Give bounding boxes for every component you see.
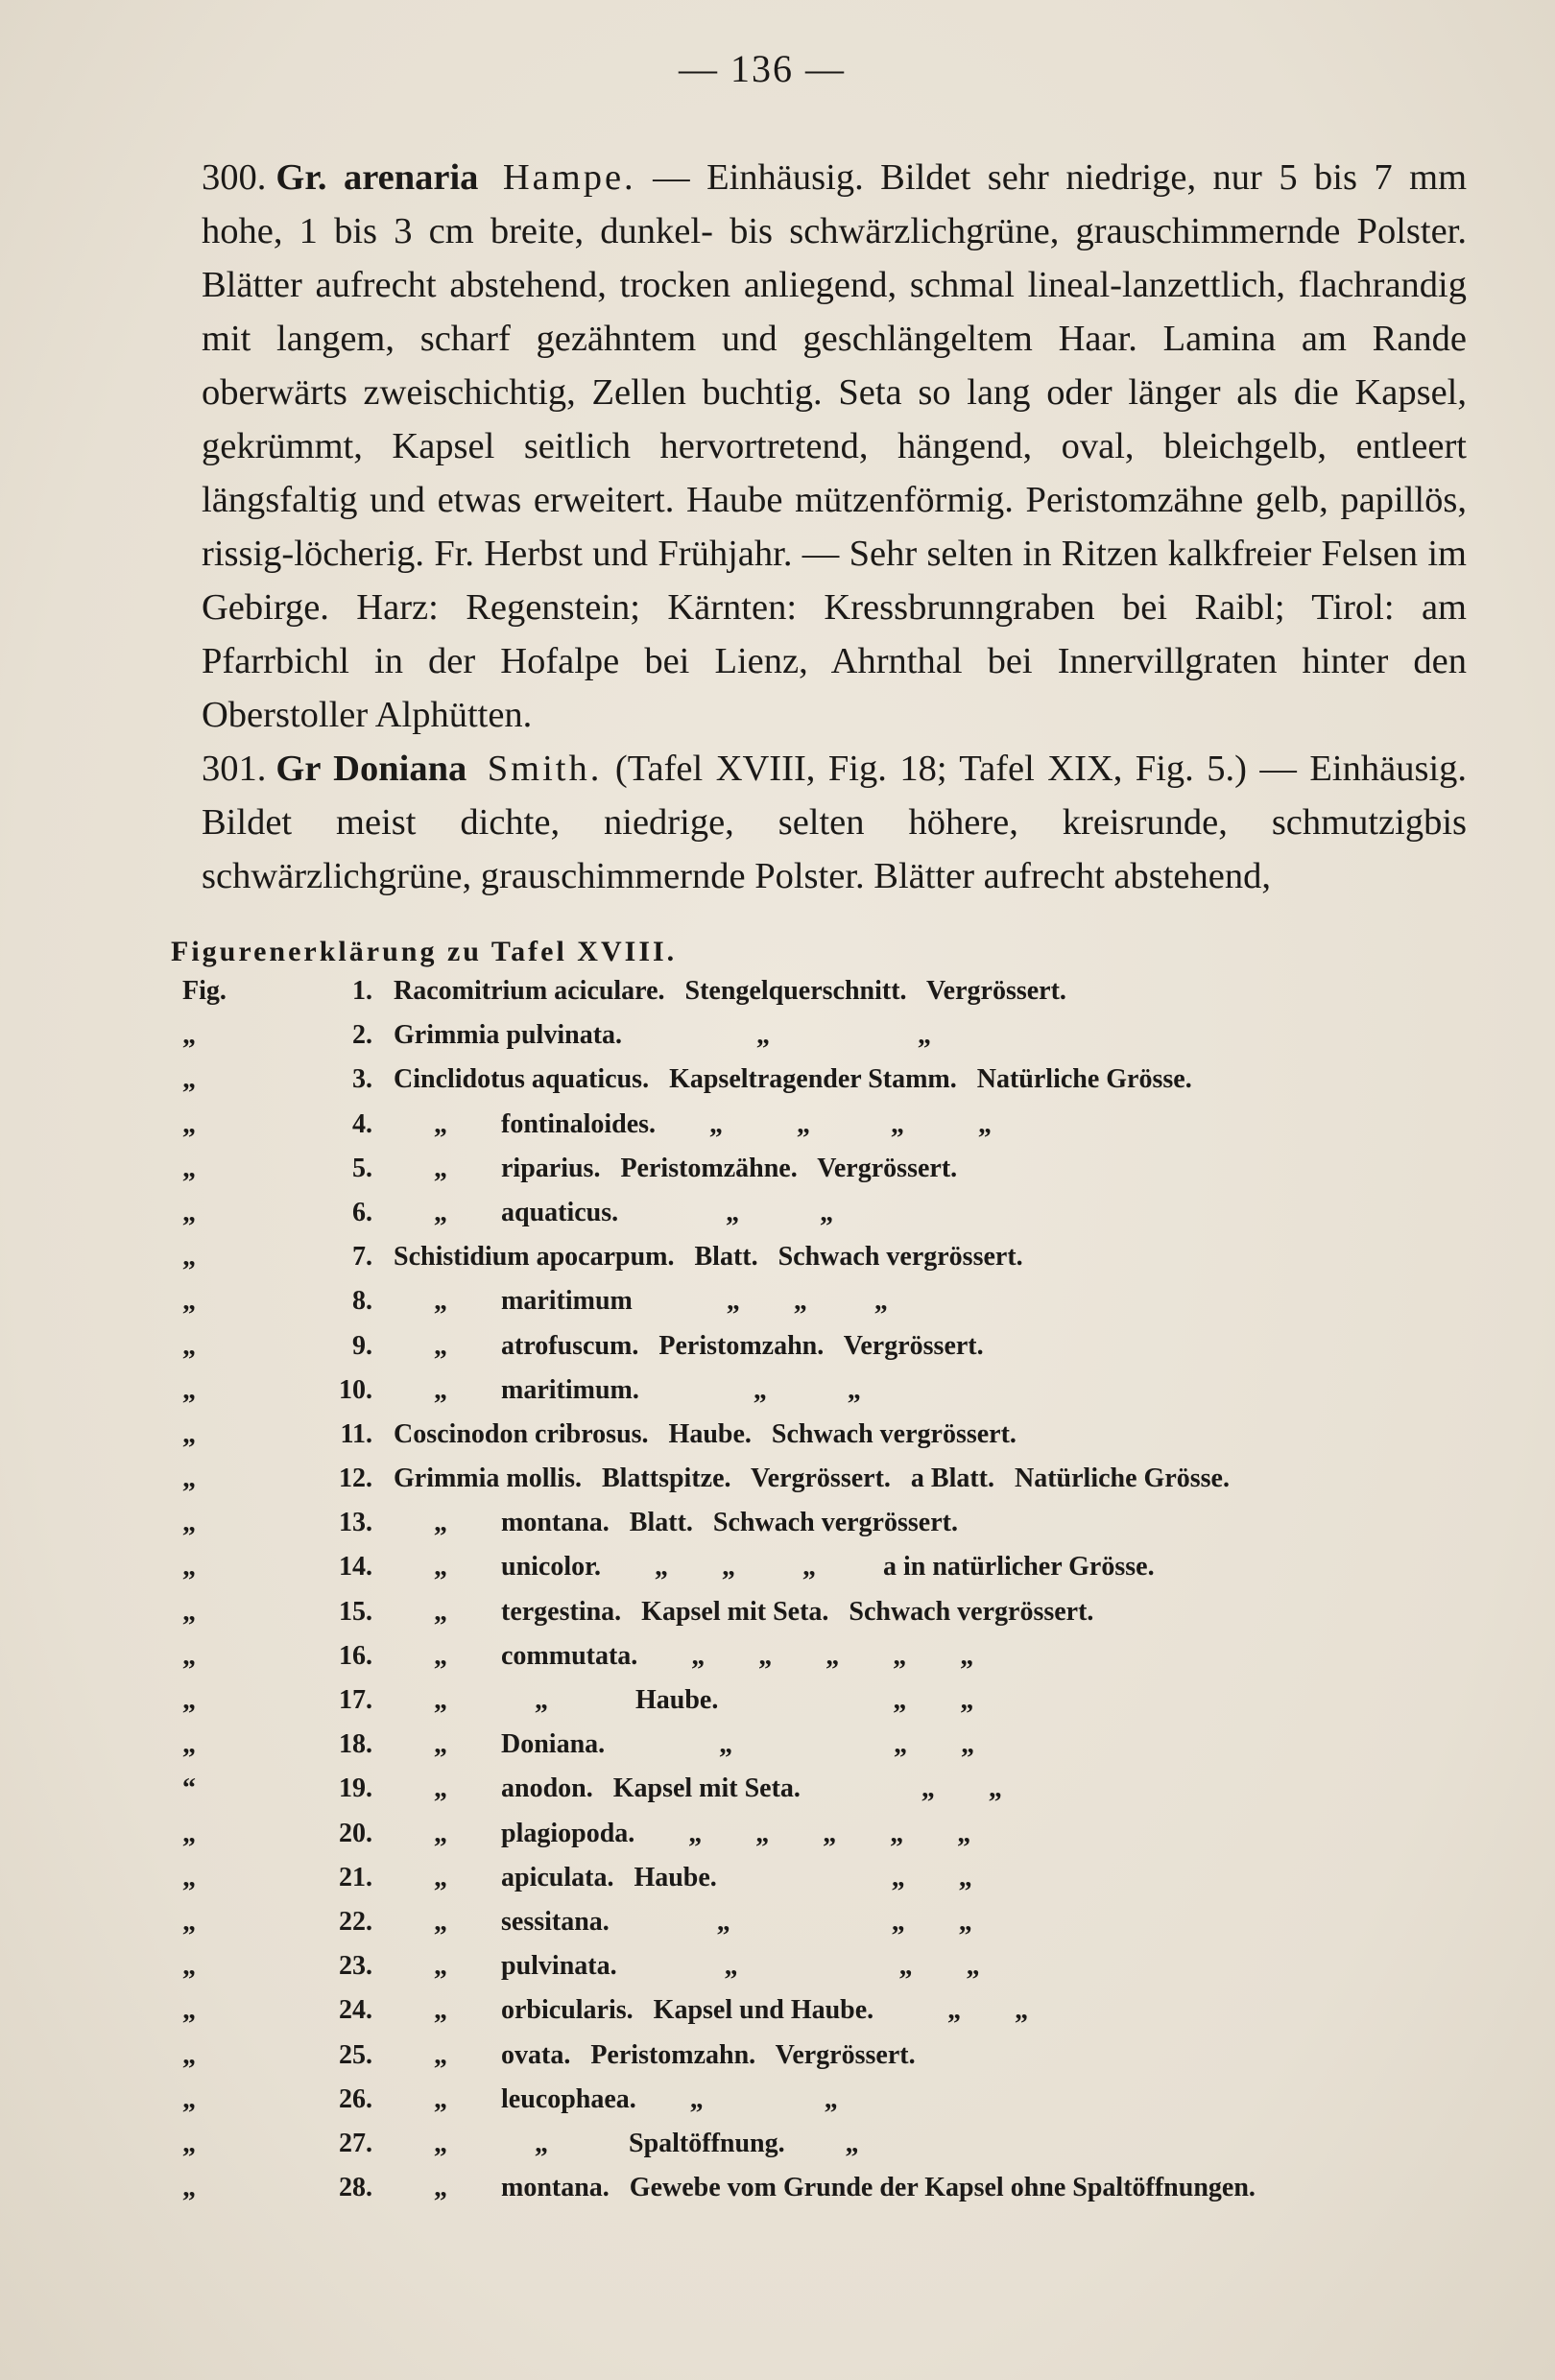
figure-prefix (58, 1597, 307, 1628)
figure-prefix (58, 1773, 307, 1804)
figure-prefix-text: „ (182, 1020, 196, 1051)
figure-description: „ „ Haube. „ „ (394, 1685, 974, 1715)
figure-number: 22. (339, 1906, 372, 1937)
figure-row (58, 1242, 1467, 1286)
figure-prefix-text: „ (182, 1508, 196, 1538)
figure-number: 5. (352, 1153, 372, 1183)
figure-description: „ Doniana. „ „ „ (394, 1729, 975, 1760)
figure-number: 7. (352, 1242, 372, 1273)
figure-description: „ atrofuscum. Peristomzahn. Vergrössert. (394, 1330, 984, 1361)
figure-prefix (58, 1552, 307, 1583)
figure-prefix (58, 2173, 307, 2203)
figure-row (58, 1198, 1467, 1242)
figure-row (58, 976, 1467, 1020)
figure-prefix-text: „ (182, 1951, 196, 1982)
figure-description: Schistidium apocarpum. Blatt. Schwach vergrössert. (394, 1242, 1023, 1273)
figure-description: „ fontinaloides. „ „ „ „ (394, 1108, 993, 1139)
figure-prefix (58, 1286, 307, 1317)
figure-row (58, 1641, 1467, 1685)
figure-description: „ anodon. Kapsel mit Seta. „ „ (394, 1773, 1002, 1804)
figure-description: „ leucophaea. „ „ (394, 2083, 838, 2114)
figure-description: Cinclidotus aquaticus. Kapseltragender Stamm. Natürliche Grösse. (394, 1064, 1192, 1095)
figure-prefix-text: „ (182, 1862, 196, 1892)
figure-description: „ aquaticus. „ „ (394, 1197, 834, 1227)
figure-prefix (58, 1064, 307, 1095)
figure-prefix-text: „ (182, 1197, 196, 1227)
figure-number: 16. (339, 1640, 372, 1671)
figure-number: 23. (339, 1951, 372, 1982)
figure-description: „ sessitana. „ „ „ (394, 1906, 972, 1937)
figure-prefix-text: „ (182, 1108, 196, 1139)
figure-number: 4. (352, 1108, 372, 1139)
species-name: Gr Doniana (275, 749, 467, 789)
figure-row (58, 1951, 1467, 1995)
figure-description: „ „ Spaltöffnung. „ (394, 2128, 859, 2158)
figure-prefix (58, 1641, 307, 1672)
figure-number: 20. (339, 1818, 372, 1848)
figure-row (58, 1773, 1467, 1818)
figure-number: 8. (352, 1286, 372, 1317)
figure-row (58, 2084, 1467, 2129)
figure-row (58, 1331, 1467, 1375)
figure-number: 6. (352, 1197, 372, 1227)
figure-number: 2. (352, 1020, 372, 1051)
figure-prefix (58, 1907, 307, 1938)
figure-prefix (58, 2040, 307, 2071)
figure-description: „ montana. Blatt. Schwach vergrössert. (394, 1508, 958, 1538)
figure-row (58, 1286, 1467, 1330)
figure-row (58, 1375, 1467, 1419)
entry-text: (Tafel XVIII, Fig. 18; Tafel XIX, Fig. 5.) — Einhäusig. Bildet meist dichte, niedrige, selten höhere, kreisrunde, schmutzigbis schwärzlichgrüne, grauschimmernde Polster. Blätter aufrecht abstehend, (202, 749, 1468, 896)
figure-prefix-text: „ (182, 1552, 196, 1583)
figure-row (58, 1597, 1467, 1641)
figure-prefix-text: „ (182, 1995, 196, 2026)
figure-description: „ plagiopoda. „ „ „ „ „ (394, 1818, 971, 1848)
figure-prefix-text: „ (182, 1242, 196, 1273)
figure-prefix (58, 1242, 307, 1273)
page-number: — 136 — (679, 47, 846, 90)
figure-description: „ maritimum „ „ „ (394, 1286, 888, 1317)
author-name: Hampe. (502, 157, 636, 198)
figure-prefix (58, 1863, 307, 1893)
figure-number: 28. (339, 2173, 372, 2203)
figure-row (58, 2173, 1467, 2217)
figure-prefix (58, 1419, 307, 1450)
figure-description: „ montana. Gewebe vom Grunde der Kapsel ohne Spaltöffnungen. (394, 2173, 1256, 2203)
figure-prefix (58, 2129, 307, 2159)
entry-number: 301. (202, 749, 267, 789)
figure-number: 15. (339, 1596, 372, 1627)
figure-number: 9. (352, 1330, 372, 1361)
figure-prefix (58, 1109, 307, 1140)
species-entry-300 (58, 151, 1467, 742)
figure-prefix-text: „ (182, 2083, 196, 2114)
figure-prefix-text: „ (182, 2039, 196, 2070)
figure-prefix-text: “ (182, 1773, 196, 1804)
figure-row (58, 1020, 1467, 1064)
species-name: Gr. arenaria (275, 157, 479, 198)
figure-description: „ ovata. Peristomzahn. Vergrössert. (394, 2039, 916, 2070)
figure-prefix-text: „ (182, 1064, 196, 1095)
figure-row (58, 1109, 1467, 1154)
figure-prefix-text: „ (182, 1596, 196, 1627)
figure-prefix-text: „ (182, 1818, 196, 1848)
figure-prefix (58, 1685, 307, 1716)
figure-description: „ maritimum. „ „ (394, 1374, 861, 1405)
figure-number: 26. (339, 2083, 372, 2114)
entry-number: 300. (202, 157, 267, 198)
figure-row (58, 1907, 1467, 1951)
figure-prefix (58, 1951, 307, 1982)
figure-prefix-text: „ (182, 1906, 196, 1937)
figure-legend-list (58, 976, 1467, 2217)
figure-description: „ riparius. Peristomzähne. Vergrössert. (394, 1153, 958, 1183)
figure-prefix (58, 1154, 307, 1184)
figure-description: Grimmia mollis. Blattspitze. Vergrössert. a Blatt. Natürliche Grösse. (394, 1464, 1230, 1494)
figure-description: „ pulvinata. „ „ „ (394, 1951, 980, 1982)
figure-prefix-text: „ (182, 1729, 196, 1760)
figure-number: 3. (352, 1064, 372, 1095)
figure-description: „ commutata. „ „ „ „ „ (394, 1640, 974, 1671)
figure-row (58, 1819, 1467, 1863)
figure-prefix (58, 1375, 307, 1406)
figure-row (58, 1508, 1467, 1552)
figure-row (58, 2040, 1467, 2084)
figure-prefix (58, 1198, 307, 1228)
figure-description: „ tergestina. Kapsel mit Seta. Schwach vergrössert. (394, 1596, 1094, 1627)
figure-row (58, 1729, 1467, 1773)
figure-prefix (58, 1020, 307, 1051)
figure-number: 18. (339, 1729, 372, 1760)
figure-number: 13. (339, 1508, 372, 1538)
figure-number: 12. (339, 1464, 372, 1494)
figure-row (58, 1064, 1467, 1108)
figure-description: Racomitrium aciculare. Stengelquerschnitt. Vergrössert. (394, 976, 1066, 1006)
figure-legend-heading: Figurenerklärung zu Tafel XVIII. (171, 936, 678, 967)
figure-prefix (58, 1331, 307, 1362)
figure-prefix-text: „ (182, 1464, 196, 1494)
figure-prefix-text: „ (182, 1330, 196, 1361)
figure-description: „ unicolor. „ „ „ a in natürlicher Grösse. (394, 1552, 1155, 1583)
figure-prefix (58, 1995, 307, 2026)
figure-prefix-text: Fig. (182, 976, 227, 1006)
figure-number: 17. (339, 1685, 372, 1715)
figure-number: 11. (340, 1418, 372, 1449)
figure-description: „ orbicularis. Kapsel und Haube. „ „ (394, 1995, 1029, 2026)
figure-number: 21. (339, 1862, 372, 1892)
figure-row (58, 1863, 1467, 1907)
figure-description: Coscinodon cribrosus. Haube. Schwach vergrössert. (394, 1418, 1017, 1449)
entry-text: — Einhäusig. Bildet sehr niedrige, nur 5 bis 7 mm hohe, 1 bis 3 cm breite, dunkel- bis schwärzlichgrüne, grauschimmernde Polster. Blätter aufrecht abstehend, trocken anliegend, schmal lineal-lanzettlich, flachrandig mit langem, scharf gezähntem und geschlängeltem Haar. Lamina am Rande oberwärts zweischichtig, Zellen buchtig. Seta so lang oder länger als die Kapsel, gekrümmt, Kapsel seitlich hervortretend, hängend, oval, bleichgelb, entleert längsfaltig und etwas erweitert. Haube mützenförmig. Peristomzähne gelb, papillös, rissig-löcherig. Fr. Herbst und Frühjahr. — Sehr selten in Ritzen kalkfreier Felsen im Gebirge. Harz: Regenstein; Kärnten: Kressbrunngraben bei Raibl; Tirol: am Pfarrbichl in der Hofalpe bei Lienz, Ahrnthal bei Innervillgraten hinter den Oberstoller Alphütten. (202, 157, 1468, 735)
figure-number: 10. (339, 1374, 372, 1405)
figure-row (58, 2129, 1467, 2173)
figure-prefix (58, 1729, 307, 1760)
figure-prefix-text: „ (182, 1640, 196, 1671)
figure-row (58, 1685, 1467, 1729)
figure-prefix (58, 976, 307, 1007)
figure-prefix (58, 2084, 307, 2115)
figure-number: 1. (352, 976, 372, 1006)
figure-prefix-text: „ (182, 2128, 196, 2158)
figure-legend (58, 936, 1467, 2217)
figure-number: 27. (339, 2128, 372, 2158)
figure-number: 14. (339, 1552, 372, 1583)
figure-number: 19. (339, 1773, 372, 1804)
figure-prefix (58, 1508, 307, 1538)
figure-prefix-text: „ (182, 1418, 196, 1449)
figure-number: 25. (339, 2039, 372, 2070)
species-entry-301 (58, 742, 1467, 903)
figure-description: „ apiculata. Haube. „ „ (394, 1862, 972, 1892)
figure-prefix (58, 1819, 307, 1849)
figure-row (58, 1419, 1467, 1464)
body-text (58, 151, 1467, 903)
figure-row (58, 1154, 1467, 1198)
figure-prefix-text: „ (182, 1685, 196, 1715)
figure-prefix-text: „ (182, 1374, 196, 1405)
figure-description: Grimmia pulvinata. „ „ (394, 1020, 932, 1051)
figure-prefix-text: „ (182, 1286, 196, 1317)
figure-prefix-text: „ (182, 1153, 196, 1183)
figure-prefix-text: „ (182, 2173, 196, 2203)
figure-row (58, 1995, 1467, 2039)
author-name: Smith. (487, 749, 603, 789)
figure-number: 24. (339, 1995, 372, 2026)
figure-prefix (58, 1464, 307, 1494)
figure-row (58, 1552, 1467, 1596)
figure-row (58, 1464, 1467, 1508)
